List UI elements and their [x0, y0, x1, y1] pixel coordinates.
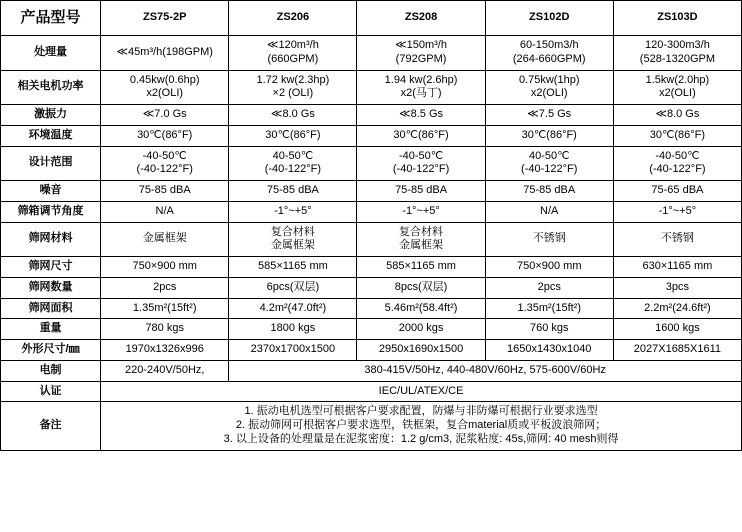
- table-row-certification: [1, 381, 742, 402]
- row-label: 电制: [1, 360, 101, 381]
- table-cell: 3pcs: [613, 277, 741, 298]
- row-label: 重量: [1, 319, 101, 340]
- table-cell: 750×900 mm: [101, 257, 229, 278]
- cell-line-1: 1.5kw(2.0hp): [645, 73, 710, 86]
- cell-line-1: -40-50℃: [142, 149, 187, 162]
- table-cell: ≪8.5 Gs: [357, 105, 485, 126]
- table-cell: [229, 70, 357, 105]
- cell-line-2: x2(OLI): [146, 87, 184, 100]
- cell-line-1: 0.45kw(0.6hp): [129, 73, 200, 86]
- table-cell: ≪7.5 Gs: [485, 105, 613, 126]
- table-cell: 4.2m²(47.0ft²): [229, 298, 357, 319]
- table-cell: 2pcs: [485, 277, 613, 298]
- table-cell: 2pcs: [101, 277, 229, 298]
- table-row: [1, 222, 742, 257]
- cell-line-2: 金属框架: [399, 239, 444, 252]
- note-line-1: 1. 振动电机选型可根据客户要求配置，防爆与非防爆可根据行业要求选型: [244, 405, 598, 418]
- notes-cell: [101, 402, 742, 450]
- table-cell: 2950x1690x1500: [357, 340, 485, 361]
- table-cell: [613, 36, 741, 71]
- cell-line-2: (660GPM): [267, 52, 319, 65]
- cell-line-1: 40-50℃: [528, 149, 570, 162]
- cell-line-2: (528-1320GPM: [639, 52, 716, 65]
- cell-line-1: ≪45m³/h(198GPM): [116, 45, 213, 58]
- row-label: 筛网数量: [1, 277, 101, 298]
- cell-line-1: ≪150m³/h: [395, 39, 447, 51]
- table-cell: 1.35m²(15ft²): [101, 298, 229, 319]
- table-cell: 2370x1700x1500: [229, 340, 357, 361]
- table-cell: [485, 222, 613, 257]
- cell-line-2: x2(OLI): [530, 87, 568, 100]
- certification-cell: IEC/UL/ATEX/CE: [101, 381, 742, 402]
- table-cell: [613, 222, 741, 257]
- table-row: [1, 298, 742, 319]
- table-cell: 75-85 dBA: [485, 181, 613, 202]
- table-cell: [485, 146, 613, 181]
- row-label: 设计范围: [1, 146, 101, 181]
- cell-line-1: -40-50℃: [655, 149, 700, 162]
- cell-line-1: -40-50℃: [398, 149, 444, 162]
- header-cell-model-2: ZS206: [229, 1, 357, 36]
- row-label: 筛网面积: [1, 298, 101, 319]
- table-row: [1, 277, 742, 298]
- table-row-power: [1, 360, 742, 381]
- table-cell: 1.35m²(15ft²): [485, 298, 613, 319]
- table-cell: [485, 36, 613, 71]
- cell-line-1: 复合材料: [270, 225, 315, 238]
- table-row: [1, 201, 742, 222]
- row-label: 外形尺寸/㎜: [1, 340, 101, 361]
- cell-line-2: (-40-122°F): [649, 163, 706, 176]
- table-cell: 30℃(86°F): [485, 125, 613, 146]
- table-cell: [101, 36, 229, 71]
- table-cell: [357, 36, 485, 71]
- cell-line-1: 1.72 kw(2.3hp): [256, 73, 330, 86]
- note-line-2: 2. 振动筛网可根据客户要求选型，铁框架，复合material质或平板波浪筛网；: [235, 419, 607, 431]
- power-cell-right: 380-415V/50Hz, 440-480V/60Hz, 575-600V/60Hz: [229, 360, 742, 381]
- row-label: 噪音: [1, 181, 101, 202]
- table-cell: [613, 70, 741, 105]
- table-row-notes: [1, 402, 742, 450]
- note-line-3: 3. 以上设备的处理量是在泥浆密度：1.2 g/cm3, 泥浆粘度: 45s,筛网: 40 mesh则得: [223, 432, 619, 445]
- table-cell: 30℃(86°F): [101, 125, 229, 146]
- table-row: [1, 146, 742, 181]
- table-cell: [229, 222, 357, 257]
- table-cell: [229, 146, 357, 181]
- table-cell: 30℃(86°F): [229, 125, 357, 146]
- table-row: [1, 36, 742, 71]
- header-cell-model-5: ZS103D: [613, 1, 741, 36]
- cell-line-1: 复合材料: [399, 225, 444, 238]
- table-cell: 630×1165 mm: [613, 257, 741, 278]
- table-cell: 2027X1685X1611: [613, 340, 741, 361]
- table-cell: 75-65 dBA: [613, 181, 741, 202]
- table-cell: -1°~+5°: [229, 201, 357, 222]
- table-cell: [101, 222, 229, 257]
- table-cell: 75-85 dBA: [101, 181, 229, 202]
- cell-line-1: 不锈钢: [660, 232, 694, 245]
- table-cell: 2.2m²(24.6ft²): [613, 298, 741, 319]
- row-label: 激振力: [1, 105, 101, 126]
- table-cell: 8pcs(双层): [357, 277, 485, 298]
- table-cell: N/A: [485, 201, 613, 222]
- table-cell: [101, 146, 229, 181]
- table-row: [1, 340, 742, 361]
- table-cell: 1800 kgs: [229, 319, 357, 340]
- cell-line-2: x2(OLI): [659, 87, 696, 100]
- cell-line-1: 不锈钢: [532, 232, 566, 245]
- table-cell: [613, 146, 741, 181]
- table-cell: N/A: [101, 201, 229, 222]
- table-cell: 5.46m²(58.4ft²): [357, 298, 485, 319]
- table-row: [1, 181, 742, 202]
- power-cell-left: 220-240V/50Hz,: [101, 360, 229, 381]
- row-label: 筛网尺寸: [1, 257, 101, 278]
- table-cell: [357, 70, 485, 105]
- cell-line-1: ≪120m³/h: [266, 39, 319, 51]
- cell-line-2: (-40-122°F): [136, 163, 193, 176]
- cell-line-1: 1.94 kw(2.6hp): [384, 73, 458, 86]
- table-cell: [357, 222, 485, 257]
- table-cell: [229, 36, 357, 71]
- table-cell: 780 kgs: [101, 319, 229, 340]
- row-label: 处理量: [1, 36, 101, 71]
- table-cell: 30℃(86°F): [357, 125, 485, 146]
- table-row: [1, 257, 742, 278]
- header-cell-model-4: ZS102D: [485, 1, 613, 36]
- table-cell: 750×900 mm: [485, 257, 613, 278]
- table-body: [1, 1, 742, 451]
- table-cell: 1970x1326x996: [101, 340, 229, 361]
- table-row: [1, 105, 742, 126]
- table-cell: [357, 146, 485, 181]
- cell-line-2: 金属框架: [270, 239, 315, 252]
- row-label: 筛箱调节角度: [1, 201, 101, 222]
- cell-line-2: ×2 (OLI): [272, 87, 314, 100]
- table-cell: [101, 70, 229, 105]
- row-label: 筛网材料: [1, 222, 101, 257]
- table-cell: ≪8.0 Gs: [613, 105, 741, 126]
- table-cell: 2000 kgs: [357, 319, 485, 340]
- header-cell-product-model: 产品型号: [1, 1, 101, 36]
- cell-line-2: (264-660GPM): [512, 52, 586, 65]
- cell-line-2: (792GPM): [395, 52, 447, 65]
- table-cell: 1650x1430x1040: [485, 340, 613, 361]
- cell-line-1: 120-300m3/h: [644, 39, 710, 51]
- table-cell: ≪7.0 Gs: [101, 105, 229, 126]
- cell-line-2: (-40-122°F): [521, 163, 578, 176]
- table-cell: 30℃(86°F): [613, 125, 741, 146]
- row-label: 相关电机功率: [1, 70, 101, 105]
- table-cell: -1°~+5°: [613, 201, 741, 222]
- cell-line-1: 60-150m3/h: [519, 39, 579, 51]
- table-cell: [485, 70, 613, 105]
- header-cell-model-3: ZS208: [357, 1, 485, 36]
- table-row: [1, 70, 742, 105]
- table-cell: -1°~+5°: [357, 201, 485, 222]
- table-cell: 75-85 dBA: [357, 181, 485, 202]
- header-cell-model-1: ZS75-2P: [101, 1, 229, 36]
- cell-line-1: 金属框架: [142, 232, 187, 245]
- row-label: 环境温度: [1, 125, 101, 146]
- table-row: [1, 319, 742, 340]
- row-label: 认证: [1, 381, 101, 402]
- cell-line-2: (-40-122°F): [264, 163, 322, 176]
- cell-line-1: 40-50℃: [272, 149, 314, 162]
- table-row: [1, 125, 742, 146]
- cell-line-2: (-40-122°F): [392, 163, 450, 176]
- table-cell: ≪8.0 Gs: [229, 105, 357, 126]
- table-cell: 75-85 dBA: [229, 181, 357, 202]
- cell-line-2: x2(马丁): [400, 87, 442, 100]
- table-cell: 1600 kgs: [613, 319, 741, 340]
- row-label: 备注: [1, 402, 101, 450]
- table-cell: 760 kgs: [485, 319, 613, 340]
- table-cell: 585×1165 mm: [357, 257, 485, 278]
- table-header-row: [1, 1, 742, 36]
- table-cell: 6pcs(双层): [229, 277, 357, 298]
- table-cell: 585×1165 mm: [229, 257, 357, 278]
- cell-line-1: 0.75kw(1hp): [518, 73, 580, 86]
